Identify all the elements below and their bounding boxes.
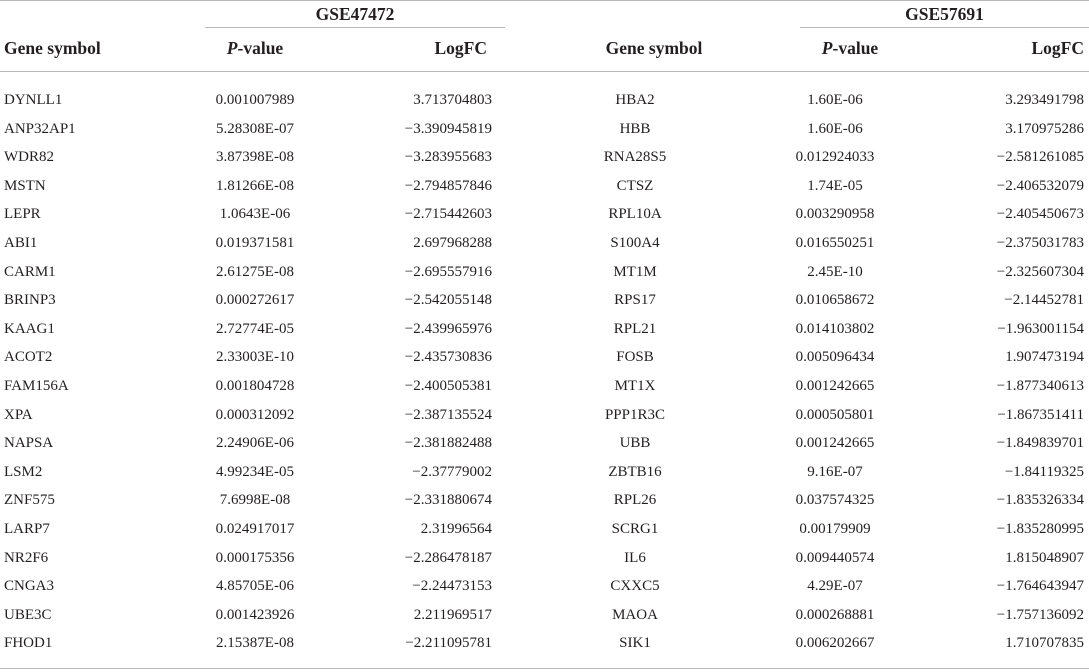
logfc-cell: −2.375031783 [996,234,1084,251]
gene-symbol-cell: FOSB [616,349,654,366]
table-row [0,486,1089,515]
p-value-cell: 1.0643E-06 [219,206,291,223]
logfc-cell: 3.170975286 [1005,120,1084,137]
logfc-cell: −3.390945819 [404,120,492,137]
p-value-cell: 0.001423926 [215,606,295,623]
p-value-cell: 4.99234E-05 [216,463,294,480]
table-row [0,315,1089,344]
gene-symbol-cell: UBE3C [4,606,52,623]
gene-symbol-cell: KAAG1 [4,320,55,337]
logfc-cell: −2.581261085 [996,149,1084,166]
logfc-cell: −2.715442603 [404,206,492,223]
header-p-italic: P [226,38,238,58]
gene-symbol-cell: ACOT2 [4,349,53,366]
logfc-cell: −2.14452781 [1004,292,1084,309]
logfc-cell: −2.439965976 [404,320,492,337]
gene-symbol-cell: RNA28S5 [603,149,667,166]
p-value-cell: 2.61275E-08 [216,263,294,280]
gene-symbol-cell: LSM2 [4,463,43,480]
logfc-cell: −1.835280995 [996,520,1084,537]
p-value-cell: 5.28308E-07 [216,120,294,137]
logfc-cell: −1.835326334 [996,492,1084,509]
p-value-cell: 0.012924033 [795,149,875,166]
data-table [0,86,1089,658]
header-gene-symbol-2: Gene symbol [605,38,703,58]
p-value-cell: 1.74E-05 [807,177,863,194]
logfc-cell: 2.31996564 [420,520,492,537]
table-row [0,515,1089,544]
p-value-cell: 1.81266E-08 [216,177,294,194]
logfc-cell: 3.713704803 [413,92,492,108]
p-value-cell: 2.15387E-08 [216,635,294,652]
top-rule [0,0,1089,1]
p-value-cell: 2.24906E-06 [216,435,294,452]
dataset-title-gse57691: GSE57691 [905,4,984,24]
logfc-cell: 2.697968288 [413,234,492,251]
logfc-cell: −1.757136092 [996,606,1084,623]
dataset-underline-gse57691 [800,27,1089,28]
p-value-cell: 9.16E-07 [807,463,863,480]
gene-symbol-cell: LARP7 [4,520,50,537]
gene-symbol-cell: RPL10A [608,206,662,223]
gene-symbol-cell: S100A4 [610,234,660,251]
p-value-cell: 0.000272617 [215,292,295,309]
gene-symbol-cell: HBA2 [615,92,655,108]
logfc-cell: 3.293491798 [1005,92,1084,108]
gene-symbol-cell: SCRG1 [611,520,659,537]
header-logfc-2: LogFC [1031,38,1084,58]
gene-symbol-cell: RPL26 [613,492,657,509]
gene-symbol-cell: ANP32AP1 [4,120,76,137]
p-value-cell: 0.009440574 [795,549,875,566]
p-value-cell: 0.001242665 [795,377,875,394]
table-row [0,401,1089,430]
p-value-cell: 0.000505801 [795,406,875,423]
p-value-cell: 0.010658672 [795,292,875,309]
gene-symbol-cell: CARM1 [4,263,56,280]
logfc-cell: −2.695557916 [404,263,492,280]
logfc-cell: −2.331880674 [404,492,492,509]
logfc-cell: −2.400505381 [404,377,492,394]
header-p-rest: -value [237,38,284,58]
gene-symbol-cell: WDR82 [4,149,54,166]
gene-symbol-cell: BRINP3 [4,292,56,309]
header-gene-symbol-1: Gene symbol [4,38,101,58]
p-value-cell: 0.024917017 [215,520,295,537]
gene-symbol-cell: RPL21 [613,320,657,337]
gene-symbol-cell: MSTN [4,177,46,194]
gene-symbol-cell: ABI1 [4,234,38,251]
p-value-cell: 4.85705E-06 [216,578,294,595]
header-p-value-2 [800,36,900,60]
table-row [0,286,1089,315]
table-row [0,429,1089,458]
gene-symbol-cell: XPA [4,406,33,423]
header-p-value-1 [205,36,305,60]
logfc-cell: −2.387135524 [404,406,492,423]
gene-symbol-cell: CNGA3 [4,578,55,595]
p-value-cell: 0.037574325 [795,492,875,509]
logfc-cell: −2.542055148 [404,292,492,309]
table-row [0,229,1089,258]
header-p-italic: P [821,38,833,58]
p-value-cell: 0.016550251 [795,234,875,251]
table-row [0,458,1089,487]
logfc-cell: −1.84119325 [1004,463,1084,480]
table-row [0,629,1089,658]
dataset-underline-gse47472 [205,27,505,28]
gene-symbol-cell: LEPR [4,206,41,223]
header-p-rest: -value [832,38,879,58]
p-value-cell: 0.003290958 [795,206,875,223]
logfc-cell: 2.211969517 [413,606,492,623]
gene-symbol-cell: FAM156A [4,377,69,394]
gene-symbol-cell: MT1M [613,263,657,280]
table-row [0,343,1089,372]
gene-symbol-cell: CXXC5 [610,578,660,595]
p-value-cell: 0.006202667 [795,635,875,652]
p-value-cell: 0.000175356 [215,549,295,566]
logfc-cell: −1.963001154 [997,320,1084,337]
logfc-cell: −2.794857846 [404,177,492,194]
p-value-cell: 2.72774E-05 [216,320,294,337]
logfc-cell: −2.325607304 [996,263,1084,280]
table-row [0,86,1089,115]
table-row [0,601,1089,630]
gene-symbol-cell: RPS17 [614,292,656,309]
table-row [0,200,1089,229]
gene-symbol-cell: UBB [619,435,651,452]
header-rule [0,71,1089,72]
logfc-cell: −3.283955683 [404,149,492,166]
logfc-cell: −2.286478187 [404,549,492,566]
p-value-cell: 0.005096434 [795,349,875,366]
p-value-cell: 0.00179909 [799,520,871,537]
logfc-cell: −1.764643947 [996,578,1084,595]
header-logfc-1: LogFC [434,38,487,58]
table-row [0,372,1089,401]
p-value-cell: 2.33003E-10 [216,349,294,366]
logfc-cell: 1.907473194 [1005,349,1084,366]
p-value-cell: 0.014103802 [795,320,875,337]
gene-symbol-cell: IL6 [624,549,646,566]
bottom-rule [0,668,1089,669]
gene-symbol-cell: PPP1R3C [604,406,666,423]
p-value-cell: 0.001007989 [215,92,295,108]
p-value-cell: 3.87398E-08 [216,149,294,166]
gene-symbol-cell: NR2F6 [4,549,49,566]
table-row [0,258,1089,287]
gene-symbol-cell: ZNF575 [4,492,55,509]
gene-symbol-cell: SIK1 [619,635,651,652]
p-value-cell: 1.60E-06 [807,120,863,137]
p-value-cell: 1.60E-06 [807,92,863,108]
logfc-cell: −2.24473153 [412,578,492,595]
logfc-cell: −2.406532079 [996,177,1084,194]
gene-symbol-cell: MT1X [614,377,656,394]
logfc-cell: −1.867351411 [997,406,1084,423]
p-value-cell: 0.001804728 [215,377,295,394]
logfc-cell: −2.405450673 [996,206,1084,223]
gene-symbol-cell: CTSZ [616,177,654,194]
p-value-cell: 2.45E-10 [807,263,863,280]
table-row [0,143,1089,172]
table-row [0,544,1089,573]
gene-symbol-cell: DYNLL1 [4,92,63,108]
logfc-cell: 1.710707835 [1005,635,1084,652]
table-body [0,86,1089,658]
gene-symbol-cell: HBB [619,120,651,137]
logfc-cell: −1.849839701 [996,435,1084,452]
logfc-cell: −2.211095781 [405,635,492,652]
p-value-cell: 4.29E-07 [807,578,863,595]
p-value-cell: 0.000312092 [215,406,295,423]
gene-symbol-cell: MAOA [612,606,658,623]
logfc-cell: −1.877340613 [996,377,1084,394]
p-value-cell: 0.001242665 [795,435,875,452]
table-row [0,572,1089,601]
table-row [0,172,1089,201]
p-value-cell: 0.000268881 [795,606,875,623]
logfc-cell: −2.435730836 [404,349,492,366]
logfc-cell: −2.37779002 [412,463,492,480]
gene-symbol-cell: FHOD1 [4,635,53,652]
dataset-title-gse47472: GSE47472 [315,4,395,24]
logfc-cell: 1.815048907 [1005,549,1084,566]
table-row [0,115,1089,144]
gene-symbol-cell: NAPSA [4,435,54,452]
gene-symbol-cell: ZBTB16 [608,463,662,480]
logfc-cell: −2.381882488 [404,435,492,452]
p-value-cell: 0.019371581 [215,234,295,251]
p-value-cell: 7.6998E-08 [219,492,291,509]
